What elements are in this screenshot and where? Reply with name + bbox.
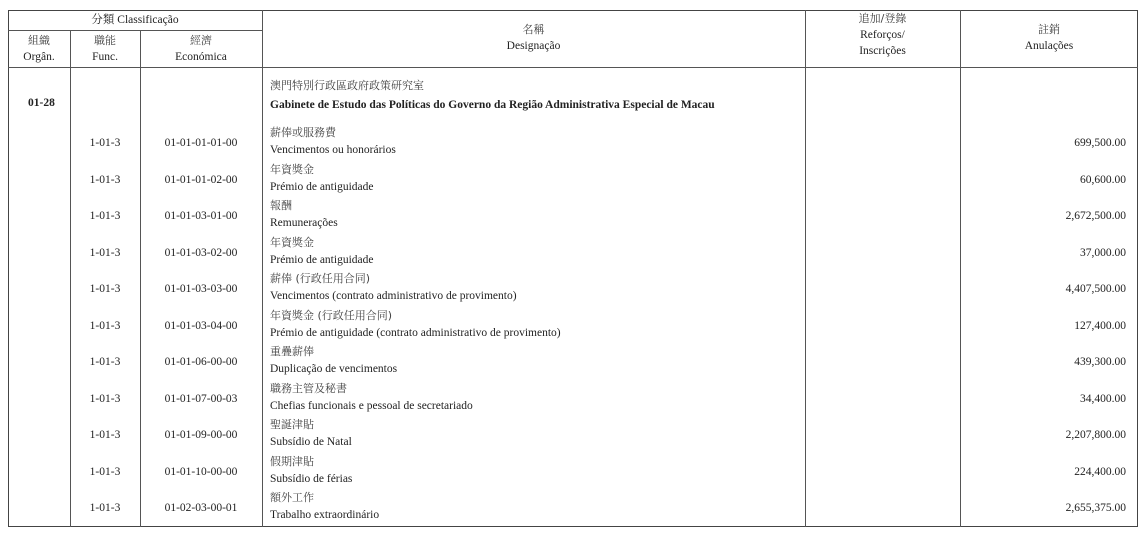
row-econ-code: 01-01-03-01-00 bbox=[164, 210, 238, 222]
row-econ-code: 01-01-03-03-00 bbox=[164, 283, 238, 295]
header-econ-pt: Económica bbox=[175, 51, 227, 63]
row-func-code: 1-01-3 bbox=[89, 465, 121, 478]
row-func-code: 1-01-3 bbox=[89, 429, 121, 441]
row-designation-zh: 年資獎金 (行政任用合同) bbox=[270, 308, 393, 322]
organ-name-zh: 澳門特別行政區政府政策研究室 bbox=[270, 79, 424, 92]
row-designation-zh: 假期津貼 bbox=[270, 454, 314, 468]
row-designation-zh: 薪俸 (行政任用合同) bbox=[270, 272, 371, 285]
row-designation-pt: Remunerações bbox=[270, 217, 338, 229]
row-designation-pt: Vencimentos (contrato administrativo de provimento) bbox=[270, 290, 517, 302]
header-organ-pt: Orgân. bbox=[23, 51, 55, 63]
row-econ-code: 01-01-09-00-00 bbox=[164, 429, 238, 441]
row-amount-anulacoes: 4,407,500.00 bbox=[1065, 283, 1126, 295]
header-anulacoes-pt: Anulações bbox=[1024, 40, 1074, 52]
row-designation-zh: 報酬 bbox=[270, 199, 292, 212]
row-designation-zh: 聖誕津貼 bbox=[270, 418, 314, 431]
row-designation-pt: Chefias funcionais e pessoal de secretariado bbox=[270, 399, 473, 412]
row-designation-zh: 額外工作 bbox=[270, 491, 314, 504]
row-econ-code: 01-01-10-00-00 bbox=[164, 465, 238, 478]
row-func-code: 1-01-3 bbox=[89, 392, 121, 405]
row-func-code: 1-01-3 bbox=[89, 210, 121, 222]
row-func-code: 1-01-3 bbox=[89, 502, 121, 514]
header-func-zh: 職能 bbox=[94, 34, 116, 47]
row-func-code: 1-01-3 bbox=[89, 137, 121, 149]
row-func-code: 1-01-3 bbox=[89, 319, 121, 332]
row-amount-anulacoes: 439,300.00 bbox=[1074, 356, 1126, 368]
row-designation-zh: 重疊薪俸 bbox=[270, 345, 314, 358]
header-designation-zh: 名稱 bbox=[522, 23, 545, 36]
row-amount-anulacoes: 37,000.00 bbox=[1080, 246, 1126, 259]
row-designation-zh: 薪俸或服務費 bbox=[270, 126, 336, 139]
header-reforcos-pt2: Inscrições bbox=[859, 45, 906, 57]
row-amount-anulacoes: 2,655,375.00 bbox=[1065, 502, 1126, 514]
row-func-code: 1-01-3 bbox=[89, 283, 121, 295]
organ-code: 01-28 bbox=[28, 97, 55, 109]
row-econ-code: 01-01-01-01-00 bbox=[164, 137, 238, 149]
row-designation-zh: 職務主管及秘書 bbox=[270, 381, 347, 395]
row-econ-code: 01-01-07-00-03 bbox=[164, 392, 238, 405]
header-organ-zh: 組織 bbox=[28, 34, 50, 47]
header-anulacoes-zh: 註銷 bbox=[1038, 23, 1060, 36]
organ-name-pt: Gabinete de Estudo das Políticas do Governo da Região Administrativa Especial de Macau bbox=[270, 99, 715, 111]
row-func-code: 1-01-3 bbox=[89, 356, 121, 368]
row-econ-code: 01-02-03-00-01 bbox=[164, 502, 238, 514]
row-amount-anulacoes: 2,207,800.00 bbox=[1065, 429, 1126, 441]
row-designation-zh: 年資獎金 bbox=[270, 235, 314, 249]
row-designation-pt: Subsídio de férias bbox=[270, 472, 353, 485]
row-amount-anulacoes: 127,400.00 bbox=[1074, 319, 1126, 332]
budget-table bbox=[8, 10, 1138, 527]
row-econ-code: 01-01-03-02-00 bbox=[164, 246, 238, 259]
row-econ-code: 01-01-01-02-00 bbox=[164, 173, 238, 186]
row-econ-code: 01-01-06-00-00 bbox=[164, 356, 238, 368]
row-designation-zh: 年資獎金 bbox=[270, 162, 314, 176]
header-classification: 分類 Classificação bbox=[91, 14, 179, 26]
row-designation-pt: Duplicação de vencimentos bbox=[270, 363, 398, 375]
row-amount-anulacoes: 34,400.00 bbox=[1080, 392, 1126, 405]
header-reforcos-zh: 追加/登錄 bbox=[858, 12, 907, 25]
header-econ-zh: 經濟 bbox=[190, 34, 212, 47]
row-func-code: 1-01-3 bbox=[89, 173, 121, 186]
row-designation-pt: Trabalho extraordinário bbox=[270, 509, 380, 521]
row-amount-anulacoes: 60,600.00 bbox=[1080, 173, 1126, 186]
row-designation-pt: Prémio de antiguidade bbox=[270, 180, 374, 193]
header-designation-pt: Designação bbox=[506, 40, 561, 52]
row-designation-pt: Prémio de antiguidade (contrato administrativo de provimento) bbox=[270, 326, 561, 339]
row-amount-anulacoes: 224,400.00 bbox=[1074, 465, 1126, 478]
header-reforcos-pt1: Reforços/ bbox=[860, 29, 905, 41]
row-designation-pt: Vencimentos ou honorários bbox=[270, 144, 396, 156]
row-econ-code: 01-01-03-04-00 bbox=[164, 319, 238, 332]
row-func-code: 1-01-3 bbox=[89, 246, 121, 259]
row-designation-pt: Subsídio de Natal bbox=[270, 436, 352, 448]
row-amount-anulacoes: 699,500.00 bbox=[1074, 137, 1126, 149]
row-designation-pt: Prémio de antiguidade bbox=[270, 253, 374, 266]
header-func-pt: Func. bbox=[92, 51, 118, 63]
row-amount-anulacoes: 2,672,500.00 bbox=[1065, 210, 1126, 222]
